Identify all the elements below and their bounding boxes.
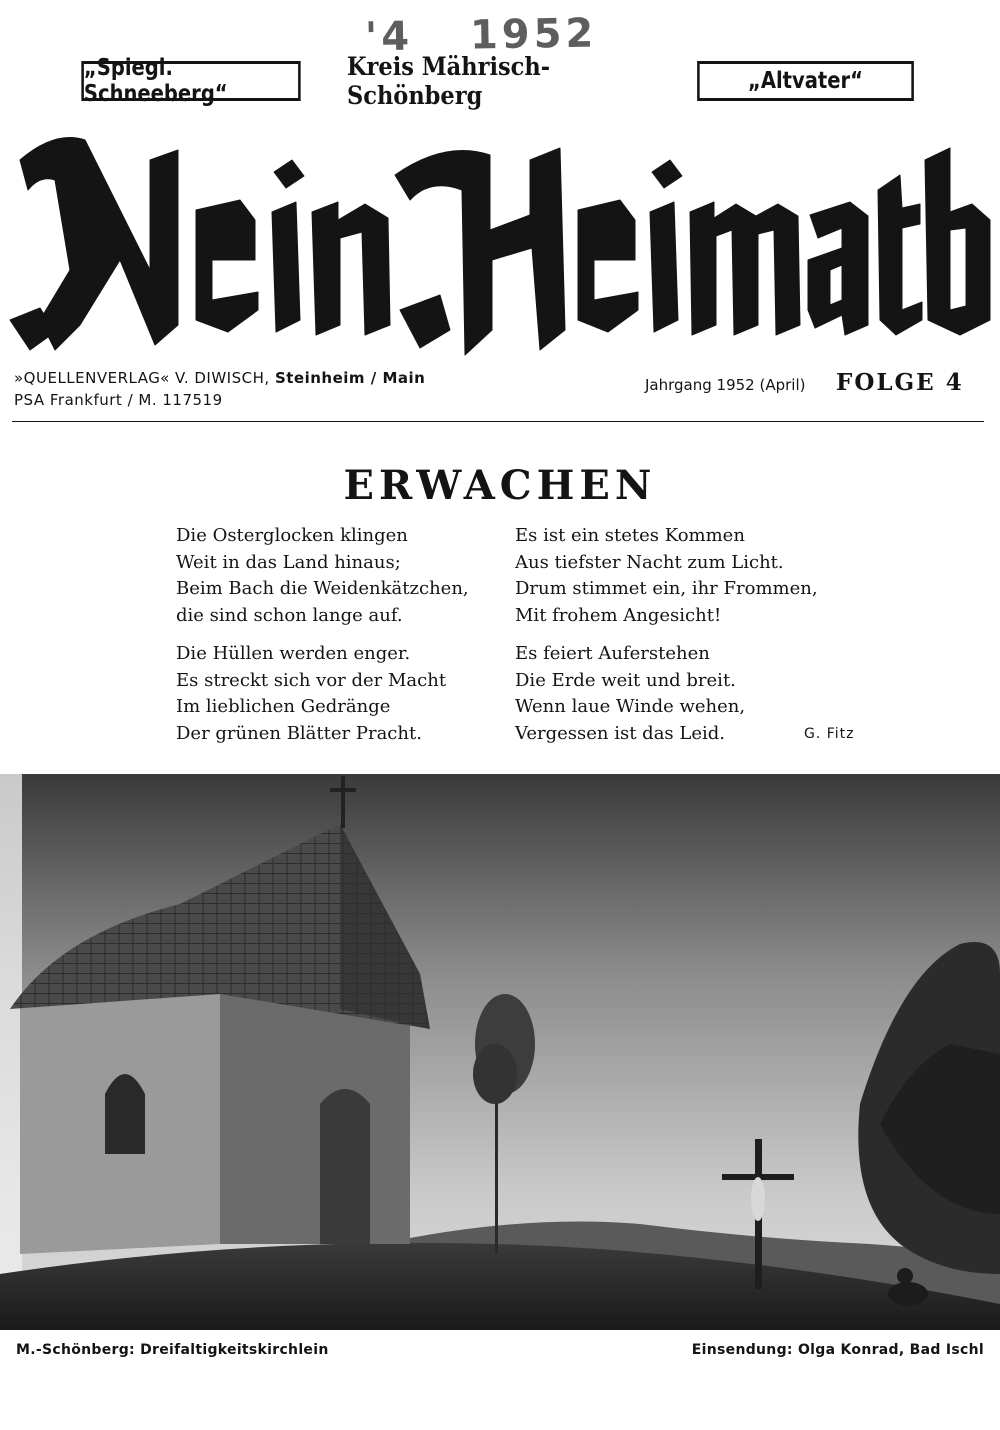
poem-line: Mit frohem Angesicht!: [515, 604, 722, 626]
region-text: Kreis Mährisch-Schönberg: [347, 52, 551, 110]
region-label: [347, 52, 653, 110]
poem-line: die sind schon lange auf.: [176, 604, 403, 626]
photo-caption: [16, 1342, 329, 1358]
stamp-number: '4: [364, 13, 414, 61]
poem-stanza: [176, 523, 496, 629]
masthead-logo: [0, 120, 1000, 365]
edition-label-left: „Spiegl. Schneeberg“: [83, 55, 228, 107]
poem-line: Es ist ein stetes Kommen: [515, 525, 745, 546]
stamp-year: 1952: [469, 10, 598, 59]
poem-column-right: [515, 523, 845, 759]
postal-line: PSA Frankfurt / M. 117519: [14, 391, 223, 409]
poem-stanza: [515, 641, 845, 747]
photo-credit: Einsendung: Olga Konrad, Bad Ischl: [691, 1342, 984, 1358]
poem-line: Im lieblichen Gedränge: [176, 696, 391, 717]
edition-label-right: „Altvater“: [747, 68, 864, 94]
photo-caption-place: M.-Schönberg:: [16, 1342, 135, 1358]
publisher-place: Steinheim / Main: [274, 369, 426, 387]
edition-box-left: [81, 55, 300, 107]
photo-caption-title: Dreifaltigkeitskirchlein: [140, 1342, 329, 1358]
chapel-photo-illustration: [0, 774, 1000, 1330]
poem-line: Aus tiefster Nacht zum Licht.: [515, 551, 784, 573]
poem-title: ERWACHEN: [343, 462, 657, 509]
poem-line: Der grünen Blätter Pracht.: [176, 722, 422, 744]
poem-line: Beim Bach die Weidenkätzchen,: [176, 578, 469, 599]
poem-line: Vergessen ist das Leid.: [515, 722, 725, 744]
poem-line: Es feiert Auferstehen: [515, 643, 710, 664]
masthead-blackletter: [0, 120, 1000, 365]
poem-stanza: [515, 523, 845, 629]
edition-box-right: [697, 61, 914, 101]
poem-line: Es streckt sich vor der Macht: [176, 669, 447, 691]
poem-author: G. Fitz: [804, 726, 855, 742]
publisher-name: »QUELLENVERLAG« V. DIWISCH,: [14, 369, 270, 387]
poem-column-left: [176, 523, 496, 759]
volume-label: Jahrgang 1952 (April): [645, 376, 806, 394]
publisher-line: [14, 369, 425, 387]
issue-label: FOLGE 4: [836, 369, 964, 396]
poem-stanza: [176, 641, 496, 747]
poem-line: Wenn laue Winde wehen,: [515, 696, 746, 717]
poem-line: Die Hüllen werden enger.: [176, 643, 411, 664]
header-divider: [12, 421, 984, 422]
poem-line: Weit in das Land hinaus;: [176, 551, 401, 573]
poem-line: Die Erde weit und breit.: [515, 669, 736, 691]
poem-line: Drum stimmet ein, ihr Frommen,: [515, 578, 818, 599]
chapel-photograph: [0, 774, 1000, 1330]
poem-line: Die Osterglocken klingen: [176, 525, 408, 546]
